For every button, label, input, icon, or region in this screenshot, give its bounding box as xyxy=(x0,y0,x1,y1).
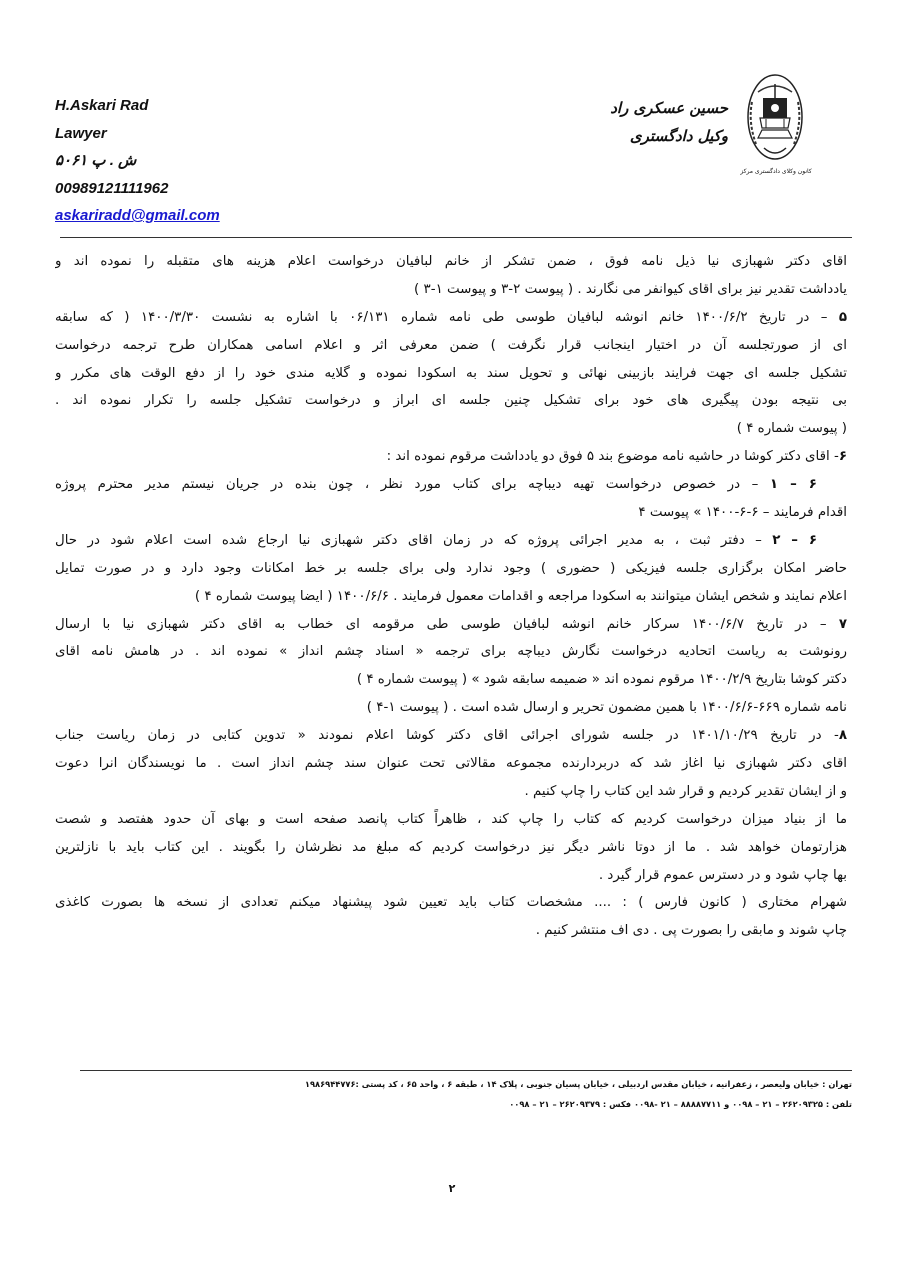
letterhead-persian xyxy=(610,94,728,150)
lawyer-name-latin: H.Askari Rad xyxy=(55,97,149,114)
phone-number: 00989121111962 xyxy=(55,179,169,197)
paragraph-line: یادداشت تقدیر نیز برای اقای کیوانفر می نگارند . ( پیوست ۲-۳ و پیوست ۱-۳ ) xyxy=(414,281,847,297)
paragraph-line: ای از صورتجلسه آن در اختیار اینجانب قرار نگرفت ) ضمن معرفی اثر و اعلام اسامی همکاران طرح ترجمه درخواست xyxy=(55,337,847,353)
bar-association-emblem-icon xyxy=(744,72,806,177)
paragraph-line: چاپ شوند و مابقی را بصورت پی . دی اف منتشر کنیم . xyxy=(535,923,847,939)
email-link[interactable]: askariradd@gmail.com xyxy=(55,207,220,224)
paragraph-line: اقای دکتر شهبازی نیا ذیل نامه فوق ، ضمن تشکر از خانم لبافیان درخواست اعلام هزینه های متقبله را نموده اند و xyxy=(55,254,847,269)
footer-divider xyxy=(80,1070,852,1071)
item-text: – در تاریخ ۱۴۰۰/۶/۲ خانم انوشه لبافیان طوسی طی نامه شماره ۰۶/۱۳۱ با اشاره به نشست ۱۴۰۰/۳/۳۰ ( که سابقه xyxy=(55,309,839,325)
lawyer-title-latin: Lawyer xyxy=(55,124,107,142)
item-6-line xyxy=(55,443,847,471)
item-number: ۷ xyxy=(838,616,847,632)
page-number: ۲ xyxy=(448,1182,456,1195)
paragraph-line: رونوشت به ریاست اتحادیه درخواست نگارش دیباچه برای ترجمه « اسناد چشم انداز » نموده اند . در هامش نامه اقای xyxy=(55,644,847,660)
paragraph-line: حاضر امکان برگزاری جلسه فیزیکی ( حضوری ) وجود ندارد ولی برای جلسه بر خط امکانات وجود دارد و در صورت تمایل xyxy=(55,560,847,576)
item-text: - اقای دکتر کوشا در حاشیه نامه موضوع بند ۵ فوق دو یادداشت مرقوم نموده اند : xyxy=(386,449,839,465)
footer-contact: تلفن : ۲۶۲۰۹۳۲۵ – ۲۱ – ۰۰۹۸ و ۸۸۸۸۷۷۱۱ – ۲۱ -۰۰۹۸ فکس : ۲۶۲۰۹۳۷۹ – ۲۱ – ۰۰۹۸ xyxy=(509,1099,852,1109)
paragraph-line: اقدام فرمایند – ۶-۶-۱۴۰۰ » پیوست ۴ xyxy=(638,505,847,521)
footer-address: تهران : خیابان ولیعصر ، زعفرانیه ، خیابان مقدس اردبیلی ، خیابان پسیان جنوبی ، پلاک ۱۴ ، طبقه ۶ ، واحد ۶۵ ، کد پستی :۱۹۸۶۹۴۴۷۷۶ xyxy=(304,1079,852,1089)
paragraph-line: هزارتومان خواهد شد . ما از دوتا ناشر دیگر نیز درخواست کردیم که مبلغ مد نظرشان را بگویند . این کتاب باید با نازلترین xyxy=(55,839,847,855)
paragraph-line: و از ایشان تقدیر کردیم و قرار شد این کتاب را چاپ کنیم . xyxy=(524,783,847,799)
paragraph-line: دکتر کوشا بتاریخ ۱۴۰۰/۲/۹ مرقوم نموده اند « ضمیمه سابقه شود » ( پیوست شماره ۴ ) xyxy=(356,672,847,688)
license-number: ش . پ ۵۰۶۱ xyxy=(55,152,137,169)
item-number: ۵ xyxy=(838,309,847,325)
paragraph-line: بها چاپ شود و در دسترس عموم قرار گیرد . xyxy=(598,867,847,883)
paragraph-line: اعلام نمایند و شخص ایشان میتوانند به اسکودا مراجعه و اقدامات معمول فرمایند . ۱۴۰۰/۶/۶ ( ایضا پیوست شماره ۴ ) xyxy=(194,588,847,604)
footer xyxy=(195,1074,852,1114)
item-7-line xyxy=(55,611,847,639)
item-number: ۸ xyxy=(838,728,847,744)
item-number: ۶ – ۱ xyxy=(769,477,817,493)
item-text: - در تاریخ ۱۴۰۱/۱۰/۲۹ در جلسه شورای اجرائی اقای دکتر کوشا اعلام نمودند « تدوین کتابی در زمان ریاست جناب xyxy=(55,728,839,744)
header-divider xyxy=(60,237,852,238)
item-text: – دفتر ثبت ، به مدیر اجرائی پروژه که در زمان اقای دکتر شهبازی نیا ارجاع شده است اعلام شود در حال xyxy=(55,532,773,548)
item-number: ۶ – ۲ xyxy=(772,532,817,548)
letter-body xyxy=(55,248,847,945)
item-number: ۶ xyxy=(838,449,847,465)
item-5-line xyxy=(55,304,847,332)
paragraph-line: ما از بنیاد میزان درخواست کردیم که کتاب را چاپ کند ، ظاهراً کتاب پانصد صفحه است و بهای آن حدود هفتصد و شصت xyxy=(55,811,847,827)
lawyer-title-persian: وکیل دادگستری xyxy=(629,127,728,145)
paragraph-line: تشکیل جلسه ای جهت فرایند بازبینی نهائی و تحویل سند به اسکودا نموده و گلایه مندی خود را از دفع الوقت های مکرر و xyxy=(55,365,847,381)
item-6-1-line xyxy=(55,471,847,499)
letterhead-latin xyxy=(55,92,315,230)
paragraph-line: شهرام مختاری ( کانون فارس ) : .... مشخصات کتاب باید تعیین شود پیشنهاد میکنم تعدادی از نسخه ها بصورت کاغذی xyxy=(55,895,847,911)
item-8-line xyxy=(55,722,847,750)
paragraph-line: ( پیوست شماره ۴ ) xyxy=(736,421,847,437)
emblem-caption: کانون وکلای دادگستری مرکز xyxy=(740,168,812,175)
item-6-2-line xyxy=(55,527,847,555)
item-text: – در تاریخ ۱۴۰۰/۶/۷ سرکار خانم انوشه لبافیان طوسی طی مرقومه ای خطاب به اقای دکتر شهبازی نیا با ارسال xyxy=(55,616,839,632)
item-text: – در خصوص درخواست تهیه دیباچه برای کتاب مورد نظر ، چون بنده در جریان نیستم مدیر محترم پروژه xyxy=(55,477,770,493)
paragraph-line: بی نتیجه بودن پیگیری های خود برای تشکیل چنین جلسه ای ابراز و درخواست تشکیل جلسه را تکرار نموده اند . xyxy=(55,393,847,409)
paragraph-line: نامه شماره ۶۶۹-۱۴۰۰/۶/۶ با همین مضمون تحریر و ارسال شده است . ( پیوست ۱-۴ ) xyxy=(366,700,847,716)
paragraph-line: اقای دکتر شهبازی نیا اغاز شد که دربردارنده مجموعه مقالاتی تحت عنوان سند چشم انداز است . ما نویسندگان انرا دعوت xyxy=(55,756,847,772)
lawyer-name-persian: حسین عسکری راد xyxy=(610,99,728,117)
